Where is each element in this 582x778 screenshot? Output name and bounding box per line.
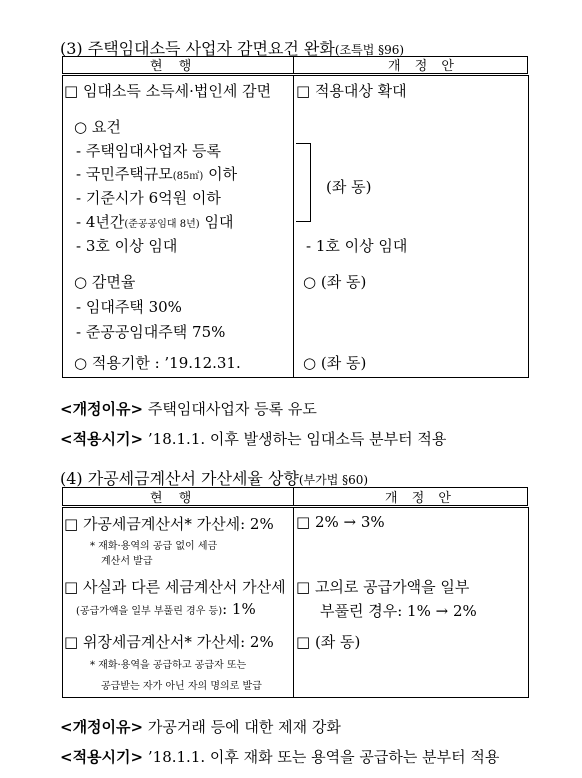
sec4-revised-item-2b: 부풀린 경우: 1% → 2%	[320, 602, 477, 620]
sec3-header-divider	[293, 56, 294, 74]
sec3-req-4: - 4년간(준공공임대 8년) 임대	[76, 213, 234, 231]
sec3-revised-same-1: (좌 동)	[326, 178, 372, 196]
sec3-apply: <적용시기> ’18.1.1. 이후 발생하는 임대소득 분부터 적용	[60, 430, 447, 448]
sec3-col-revised: 개 정 안	[388, 59, 459, 74]
sec3-col-current: 현 행	[150, 59, 198, 74]
sec4-reason: <개정이유> 가공거래 등에 대한 제재 강화	[60, 718, 341, 736]
sec4-body-divider	[293, 507, 294, 697]
sec3-rate-1: - 임대주택 30%	[76, 298, 182, 316]
sec4-item-2b: (공급가액을 일부 부풀린 경우 등): 1%	[76, 600, 256, 618]
sec4-note-1b: 계산서 발급	[101, 556, 153, 567]
sec4-revised-item-2a: □ 고의로 공급가액을 일부	[296, 578, 470, 596]
sec3-current-head: □ 임대소득 소득세·법인세 감면	[64, 82, 272, 100]
sec4-note-3a: * 재화·용역을 공급하고 공급자 또는	[90, 660, 247, 671]
sec4-item-2: □ 사실과 다른 세금계산서 가산세	[64, 578, 286, 596]
sec3-revised-units: - 1호 이상 임대	[306, 237, 408, 255]
sec3-rate-2: - 준공공임대주택 75%	[76, 323, 226, 341]
sec3-period: ○ 적용기한 : ’19.12.31.	[74, 354, 241, 372]
sec4-note-1a: * 재화·용역의 공급 없이 세금	[90, 541, 218, 552]
sec3-revised-same-2: ○ (좌 동)	[303, 273, 367, 291]
sec4-header-divider	[293, 487, 294, 506]
sec4-revised-item-3: □ (좌 동)	[296, 633, 361, 651]
sec4-apply: <적용시기> ’18.1.1. 이후 재화 또는 용역을 공급하는 분부터 적용	[60, 748, 500, 766]
sec4-revised-item-1: □ 2% → 3%	[296, 513, 385, 531]
sec4-col-current: 현 행	[150, 491, 198, 506]
sec3-revised-head: □ 적용대상 확대	[296, 82, 407, 100]
sec4-item-3: □ 위장세금계산서* 가산세: 2%	[64, 633, 274, 651]
sec3-req-3: - 기준시가 6억원 이하	[76, 189, 221, 207]
sec3-rate-title: ○ 감면율	[74, 273, 136, 291]
section-4-title: (4) 가공세금계산서 가산세율 상향(부가법 §60)	[60, 469, 369, 488]
section-3-title: (3) 주택임대소득 사업자 감면요건 완화(조특법 §96)	[60, 39, 405, 58]
sec4-col-revised: 개 정 안	[385, 491, 456, 506]
sec3-revised-same-3: ○ (좌 동)	[303, 354, 367, 372]
sec3-req-5: - 3호 이상 임대	[76, 237, 178, 255]
sec3-same-bracket	[296, 143, 311, 222]
sec3-body-divider	[293, 75, 294, 377]
sec4-item-1: □ 가공세금계산서* 가산세: 2%	[64, 515, 274, 533]
sec4-table-header	[62, 487, 528, 506]
sec3-reason: <개정이유> 주택임대사업자 등록 유도	[60, 400, 317, 418]
sec4-note-3b: 공급받는 자가 아닌 자의 명의로 발급	[101, 681, 262, 692]
sec3-req-title: ○ 요건	[74, 118, 121, 136]
sec3-req-2: - 국민주택규모(85㎡) 이하	[76, 165, 238, 183]
sec3-req-1: - 주택임대사업자 등록	[76, 142, 222, 160]
